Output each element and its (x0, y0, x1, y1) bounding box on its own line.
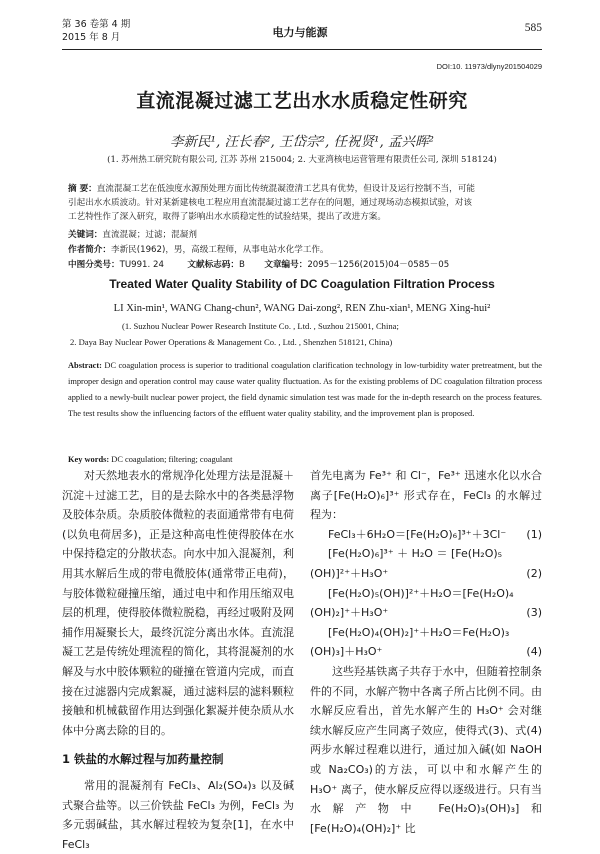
abstract-en-text: DC coagulation process is superior to traditional coagulation clarification technology in low-turbidity water pretreatment, but the improper design and operation control may cause water quality fluctuation. As for the existing problems of DC coagulation filtration process applied to a newly-built nuclear power project, the field dynamic simulation test was made for the in-depth research on the process features. The test results show the influencing factors of the effluent water quality stability, and the improvement plan is proposed. (68, 361, 543, 418)
body-right-paragraph-1: 首先电离为 Fe³⁺ 和 Cl⁻，Fe³⁺ 迅速水化以水合离子[Fe(H₂O)₆]³⁺ 形式存在，FeCl₃ 的水解过程为： (310, 469, 542, 522)
keywords-cn-label: 关键词： (68, 230, 103, 240)
affiliation-cn: (1. 苏州热工研究院有限公司, 江苏 苏州 215004; 2. 大亚湾核电运营管理有限责任公司, 深圳 518124) (107, 155, 497, 165)
body-right-paragraph-2: 这些羟基铁离子共存于水中，但随着控制条件的不同，水解产物中各离子所占比例不同。由水解反应看出，首先水解产生的 H₃O⁺ 会对继续水解反应产生同离子效应，使得式(3)、式(4)两步水解过程难以进行，通过加入碱(如 NaOH 或 Na₂CO₃)的方法，可以中和水解产生的 H₃O⁺ 离子，使水解反应得以逐级进行。只有当水解产物中 Fe(H₂O)₃(OH)₃]和[Fe(H₂O)₄(OH)₂]⁺ 比 (310, 664, 542, 835)
doi: DOI:10. 11973/dlyny201504029 (436, 62, 542, 71)
keywords-en-text: DC coagulation; filtering; coagulant (111, 455, 233, 464)
journal-name: 电力与能源 (272, 26, 328, 39)
clc-label: 中图分类号： (68, 260, 120, 270)
paper-title-cn: 直流混凝过滤工艺出水水质稳定性研究 (136, 90, 468, 112)
equation-4-line2: (OH)₃]＋H₃O⁺ (310, 645, 383, 659)
equation-3 (310, 603, 542, 623)
authors-en: LI Xin-min¹, WANG Chang-chun², WANG Dai-zong², REN Zhu-xian¹, MENG Xing-hui² (113, 303, 491, 314)
doc-code-label: 文献标志码： (187, 260, 239, 270)
abstract-en-label: Abstract: (68, 361, 102, 370)
abstract-cn-label: 摘 要： (68, 184, 97, 194)
authors-cn: 李新民¹, 汪长春², 王岱宗², 任祝贤¹, 孟兴晖² (170, 134, 434, 150)
clc-code: TU991. 24 (119, 260, 164, 270)
doc-code: B (238, 260, 245, 270)
equation-2-line2: (OH)]²⁺＋H₃O⁺ (310, 566, 389, 580)
equation-4-line1: [Fe(H₂O)₄(OH)₂]⁺＋H₂O＝Fe(H₂O)₃ (328, 625, 510, 639)
equation-4 (310, 642, 542, 662)
article-no: 2095－1256(2015)04－0585－05 (307, 260, 450, 270)
author-intro-label: 作者简介： (68, 245, 111, 255)
classification-line (68, 258, 538, 272)
body-left-paragraph-2: 常用的混凝剂有 FeCl₃、Al₂(SO₄)₃ 以及碱式聚合盐等。以三价铁盐 FeCl₃ 为例，FeCl₃ 为多元弱碱盐，其水解过程较为复杂[1]，在水中 FeCl₃ (62, 778, 294, 851)
equation-3-line1: [Fe(H₂O)₅(OH)]²⁺＋H₂O＝[Fe(H₂O)₄ (328, 586, 514, 600)
volume-issue: 第 36 卷第 4 期 (62, 19, 131, 30)
article-no-label: 文章编号： (264, 260, 308, 270)
abstract-en (68, 358, 542, 422)
section-1-title: 1 铁盐的水解过程与加药量控制 (62, 752, 224, 767)
abstract-cn-line3: 工艺特性作了深入研究，取得了影响出水水质稳定性的试验结果，提出了改进方案。 (68, 212, 386, 222)
keywords-en (68, 455, 542, 464)
equation-2 (310, 564, 542, 584)
body-left-column (62, 466, 294, 854)
page-number: 585 (524, 22, 542, 34)
equation-2-number: (2) (526, 566, 542, 580)
abstract-cn-line2: 引起出水水质波动。针对某新建核电工程应用直流混凝过滤工艺存在的问题，通过现场动态模拟试验，对该 (68, 198, 472, 208)
publication-date: 2015 年 8 月 (62, 32, 121, 43)
keywords-cn (68, 228, 538, 242)
body-left-paragraph-1: 对天然地表水的常规净化处理方法是混凝＋沉淀＋过滤工艺，目的是去除水中的各类悬浮物及胶体杂质。杂质胶体微粒的表面通常带有电荷(以负电荷居多)，正是这种高电性使得胶体在水中保持稳定的分散状态。向水中加入混凝剂，利用其水解后生成的带电微胶体(通常带正电荷)，与胶体微粒碰撞压缩，通过电中和作用压缩双电层的机理，使得胶体微粒脱稳，再经过吸附及网捕作用凝聚长大，最终沉淀分离出水体。直流混凝工艺是传统处理流程的简化，其将混凝剂的水解及与水中胶体颗粒的碰撞在管道内完成，而直接在过滤器内完成絮凝，通过滤料层的滤料颗粒接触和机械截留作用达到强化絮凝并使杂质从水体中分离去除的目的。 (62, 469, 294, 737)
affiliation-en-line2: 2. Daya Bay Nuclear Power Operations & Management Co. , Ltd. , Shenzhen 518121, China) (70, 337, 393, 347)
equation-1-number: (1) (526, 527, 542, 541)
abstract-cn (68, 182, 538, 224)
header-rule (62, 49, 542, 50)
author-intro (68, 243, 538, 257)
paper-title-en: Treated Water Quality Stability of DC Coagulation Filtration Process (109, 277, 495, 291)
equation-1-text: FeCl₃＋6H₂O＝[Fe(H₂O)₆]³⁺＋3Cl⁻ (328, 527, 507, 541)
body-right-column (310, 466, 542, 838)
equation-4-number: (4) (526, 645, 542, 659)
affiliation-en-line1: (1. Suzhou Nuclear Power Research Institute Co. , Ltd. , Suzhou 215001, China; (122, 321, 399, 331)
abstract-cn-line1: 直流混凝工艺在低浊度水源预处理方面比传统混凝澄清工艺具有优势，但设计及运行控制不当，可能 (96, 184, 475, 194)
keywords-cn-text: 直流混凝；过滤；混凝剂 (102, 230, 197, 240)
author-intro-text: 李新民(1962)，男，高级工程师，从事电站水化学工作。 (110, 245, 329, 255)
equation-3-line2: (OH)₂]⁺＋H₃O⁺ (310, 606, 389, 620)
equation-1 (310, 525, 542, 545)
equation-2-line1: [Fe(H₂O)₆]³⁺ ＋ H₂O ＝ [Fe(H₂O)₅ (328, 547, 503, 561)
keywords-en-label: Key words: (68, 455, 110, 464)
equation-3-number: (3) (526, 606, 542, 620)
